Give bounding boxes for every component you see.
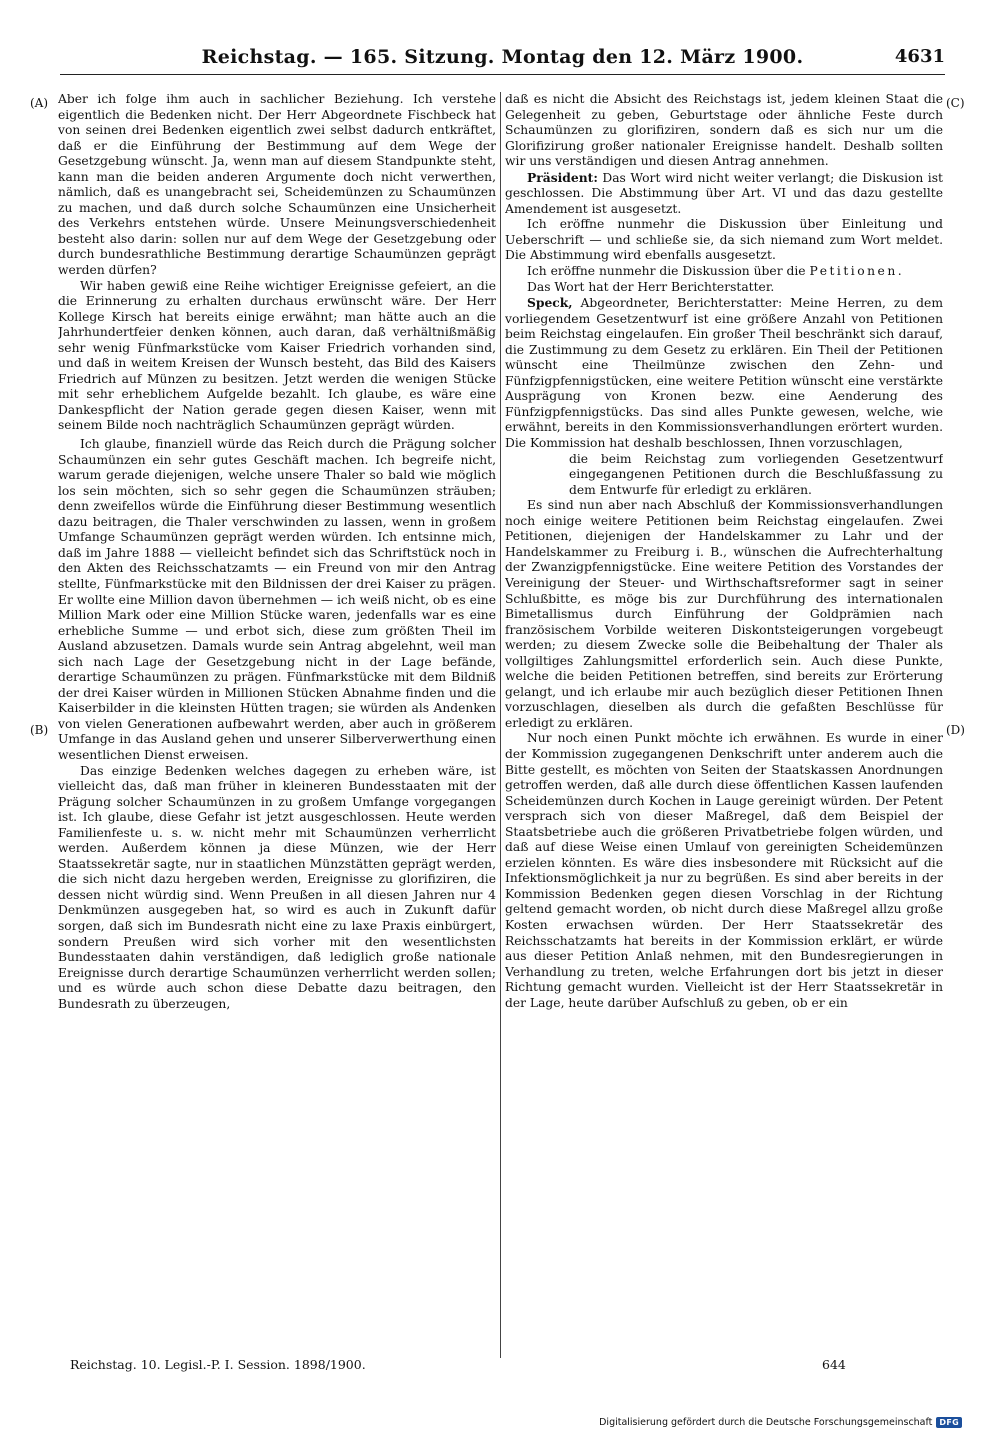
footer-session-info: Reichstag. 10. Legisl.-P. I. Session. 1898/1900. [70, 1357, 366, 1372]
speech-text: Das Wort wird nicht weiter verlangt; die Diskusion ist geschlossen. Die Abstimmung über Art. VI und das dazu gestellte Amendement ist ausgesetzt. [505, 170, 943, 216]
emphasized-term: Petitionen. [809, 264, 905, 279]
margin-marker-c: (C) [946, 96, 965, 110]
paragraph: Das einzige Bedenken welches dagegen zu erheben wäre, ist vielleicht das, daß man früher in kleineren Bundesstaaten mit der Prägung solcher Schaumünzen in zu großem Umfange vorgegangen ist. Ich glaube, diese Gefahr ist jetzt ausgeschlossen. Heute werden Familienfeste u. s. w. nicht mehr mit Schaumünzen verherrlicht werden. Außerdem können ja diese Münzen, wie der Herr Staatssekretär sagte, nur in staatlichen Münzstätten geprägt werden, die sich nicht dazu hergeben werden, Ereignisse zu glorifiziren, die dessen nicht würdig sind. Wenn Preußen in all diesen Jahren nur 4 Denkmünzen ausgegeben hat, so wird es auch in Zukunft dafür sorgen, daß sich im Bundesrath nicht eine zu laxe Praxis einbürgert, sondern Preußen wird sich vorher mit den wesentlichsten Bundesstaaten dahin verständigen, daß lediglich große nationale Ereignisse durch derartige Schaumünzen verherrlicht werden sollen; und es würde auch schon diese Debatte dazu beitragen, den Bundesrath zu überzeugen, [58, 763, 496, 1011]
credit-text: Digitalisierung gefördert durch die Deutsche Forschungsgemeinschaft [599, 1417, 933, 1428]
paragraph: daß es nicht die Absicht des Reichstags ist, jedem kleinen Staat die Gelegenheit zu geben, Geburtstage oder ähnliche Feste durch Schaumünzen zu glorifiziren, sondern daß es sich nur um die Glorifizirung großer nationaler Ereignisse handelt. Deshalb sollten wir uns verständigen und diesen Antrag annehmen. [505, 92, 943, 169]
paragraph [505, 264, 943, 280]
paragraph: Ich glaube, finanziell würde das Reich durch die Prägung solcher Schaumünzen ein sehr gutes Geschäft machen. Ich begreife nicht, warum gerade diejenigen, welche unsere Thaler so bald wie möglich los sein möchten, sich so sehr gegen die Schaumünzen sträuben; denn zweifellos würde die Einführung dieser Bestimmung wesentlich dazu beitragen, die Thaler verschwinden zu lassen, wenn in großem Umfange Schaumünzen geprägt werden würden. Ich entsinne mich, daß im Jahre 1888 — vielleicht befindet sich das Schriftstück noch in den Akten des Reichsschatzamts — ein Freund von mir den Antrag stellte, Fünfmarkstücke mit den Bildnissen der drei Kaiser zu prägen. Er wollte eine Million davon übernehmen — ich weiß nicht, ob es eine Million Mark oder eine Million Stücke waren, jedenfalls war es eine erhebliche Summe — und erbot sich, diese zum größten Theil im Ausland abzusetzen. Damals wurde sein Antrag abgelehnt, weil man sich nach Lage der Gesetzgebung nicht in der Lage befände, derartige Schaumünzen zu prägen. Fünfmarkstücke mit dem Bildniß der drei Kaiser würden in Millionen Stücken Abnahme finden und die Kaiserbilder in die kleinsten Hütten tragen; sie würden als Andenken von vielen Generationen aufbewahrt werden, aber auch in größerem Umfange in das Ausland gehen und unserer Silberverwerthung einen wesentlichen Dienst erweisen. [58, 437, 496, 762]
paragraph: Wir haben gewiß eine Reihe wichtiger Ereignisse gefeiert, an die die Erinnerung zu erhalten durchaus erwünscht wäre. Der Herr Kollege Kirsch hat bereits einige erwähnt; man hätte auch an die Jahrhundertfeier denken können, auch daran, daß verhältnißmäßig sehr wenig Fünfmarkstücke vom Kaiser Friedrich vorhanden sind, und daß in weitem Kreisen der Wunsch besteht, das Bild des Kaisers Friedrich auf Münzen zu besitzen. Jetzt werden die wenigen Stücke mit sehr erheblichem Aufgelde bezahlt. Ich glaube, es wäre eine Dankespflicht der Nation gerade gegen diesen Kaiser, wenn mit seinem Bilde noch nachträglich Schaumünzen geprägt würden. [58, 278, 496, 433]
column-divider [500, 92, 501, 1358]
paragraph: Aber ich folge ihm auch in sachlicher Beziehung. Ich verstehe eigentlich die Bedenken nicht. Der Herr Abgeordnete Fischbeck hat von seinen drei Bedenken eigentlich zwei selbst dadurch entkräftet, daß er die Einführung der Bestimmung auf dem Wege der Gesetzgebung wünscht. Ja, wenn man auf diesem Standpunkte steht, kann man die beiden anderen Argumente doch nicht verwerthen, nämlich, daß es unangebracht sei, Scheidemünzen zu Schaumünzen zu machen, und daß durch solche Schaumünzen eine Unsicherheit des Verkehrs entstehen würde. Unsere Meinungsverschiedenheit besteht also darin: sollen nur auf dem Wege der Gesetzgebung oder durch bundesrathliche Bestimmung derartige Schaumünzen geprägt werden dürfen? [58, 92, 496, 278]
paragraph-text: Ich eröffne nunmehr die Diskussion über die [527, 264, 810, 279]
motion-quote: die beim Reichstag zum vorliegenden Gesetzentwurf eingegangenen Petitionen durch die Beschlußfassung zu dem Entwurfe für erledigt zu erklären. [569, 451, 943, 497]
paragraph: Ich eröffne nunmehr die Diskussion über Einleitung und Ueberschrift — und schließe sie, da sich niemand zum Wort meldet. Die Abstimmung wird ebenfalls ausgesetzt. [505, 217, 943, 263]
speaker-name: Präsident: [527, 169, 598, 185]
paragraph: Nur noch einen Punkt möchte ich erwähnen. Es wurde in einer der Kommission zugegangenen Denkschrift unter anderem auch die Bitte gestellt, es möchten von Seiten der Staatskassen Anordnungen getroffen werden, daß alle durch diese öffentlichen Kassen laufenden Scheidemünzen durch Kochen in Lauge gereinigt würden. Der Petent versprach sich von dieser Maßregel, daß dem Beispiel der Staatsbetriebe auch die größeren Privatbetriebe folgen würden, und daß auf diese Weise einen Umlauf von gereinigten Scheidemünzen erzielen könnten. Es wäre dies insbesondere mit Rücksicht auf die Infektionsmöglichkeit ja nur zu begrüßen. Es sind aber bereits in der Kommission Bedenken gegen diesen Vorschlag in der Richtung geltend gemacht worden, ob nicht durch diese Maßregel allzu große Kosten erwachsen würden. Der Herr Staatssekretär des Reichsschatzamts hat bereits in der Kommission erklärt, er würde aus dieser Petition Anlaß nehmen, mit den Bundesregierungen in Verhandlung zu treten, welche Erfahrungen dort bis jetzt in dieser Richtung gemacht wurden. Vielleicht ist der Herr Staatssekretär in der Lage, heute darüber Aufschluß zu geben, ob er ein [505, 731, 943, 1010]
paragraph [505, 170, 943, 218]
paragraph: Das Wort hat der Herr Berichterstatter. [527, 279, 775, 294]
speech-text: Abgeordneter, Berichterstatter: Meine Herren, zu dem vorliegendem Gesetzentwurf ist eine größere Anzahl von Petitionen beim Reichstag eingelaufen. Ein großer Theil beschränkt sich darauf, die Zustimmung zu dem Gesetz zu erklären. Ein Theil der Petitionen wünscht eine Theilmünze zwischen den Zehn- und Fünfzigpfennigstücken, eine weitere Petition wünscht eine verstärkte Ausprägung von Kronen bezw. eine Aenderung des Fünfzigpfennigstücks. Das sind alles Punkte gewesen, welche, wie erwähnt, bereits in den Kommissionsverhandlungen erörtert wurden. Die Kommission hat deshalb beschlossen, Ihnen vorzuschlagen, [505, 296, 943, 451]
margin-marker-b: (B) [30, 723, 49, 737]
running-title: Reichstag. — 165. Sitzung. Montag den 12. März 1900. [201, 46, 804, 68]
paragraph: Es sind nun aber nach Abschluß der Kommissionsverhandlungen noch einige weitere Petitionen beim Reichstag eingelaufen. Zwei Petitionen, diejenigen der Handelskammer zu Lahr und der Handelskammer zu Freiburg i. B., wünschen die Aufrechterhaltung der Zwanzigpfennigstücke. Eine weitere Petition des Vorstandes der Vereinigung der Steuer- und Wirthschaftsreformer sagt in seiner Schlußbitte, es möge bis zur Durchführung des internationalen Bimetallismus durch Einführung der Goldprämien nach französischem Vorbilde weiteren Diskontsteigerungen vorgebeugt werden; zu diesem Zwecke solle die Beibehaltung der Thaler als vollgiltiges Zahlungsmittel erforderlich sein. Auch diese Punkte, welche die beiden Petitionen betreffen, sind bereits zur Erörterung gelangt, und ich erlaube mir auch bezüglich dieser Petitionen Ihnen vorzuschlagen, dieselben als durch die gefaßten Beschlüsse für erledigt zu erklären. [505, 498, 943, 730]
page-header [60, 44, 945, 75]
footer-sheet-number: 644 [822, 1357, 846, 1372]
digitization-credit [599, 1417, 962, 1428]
speaker-name: Speck, [527, 295, 573, 311]
paragraph [505, 295, 943, 451]
margin-marker-a: (A) [30, 96, 49, 110]
page-number: 4631 [894, 46, 945, 67]
right-column [505, 92, 943, 1326]
margin-marker-d: (D) [946, 723, 965, 737]
dfg-logo: DFG [936, 1417, 962, 1428]
left-column [58, 92, 496, 1326]
